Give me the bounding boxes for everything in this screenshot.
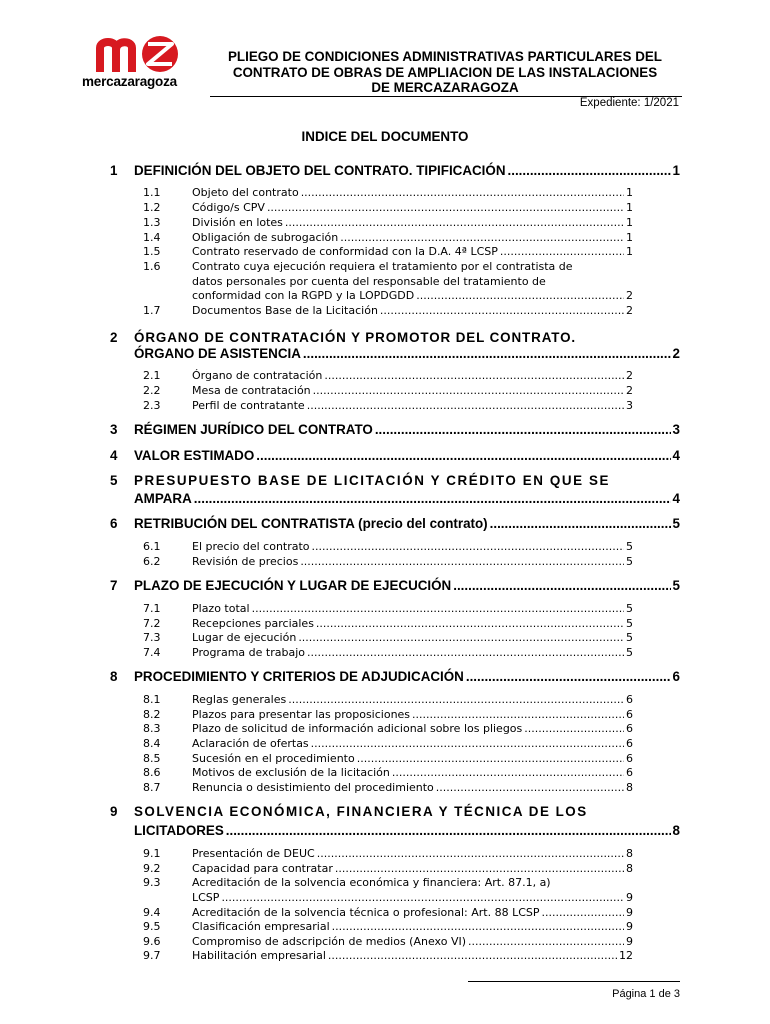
- toc-leader: [252, 602, 624, 615]
- toc-entry-1-2[interactable]: [143, 201, 633, 214]
- toc-leader: [256, 448, 670, 463]
- toc-page: 5: [672, 578, 680, 593]
- toc-leader: [542, 906, 624, 919]
- toc-entry-2-1[interactable]: [143, 369, 633, 382]
- toc-leader: [285, 216, 624, 229]
- toc-page: 9: [626, 920, 633, 933]
- toc-text-line-1: Acreditación de la solvencia económica y financiera: Art. 87.1, a): [192, 876, 551, 889]
- toc-text: Aclaración de ofertas: [192, 737, 309, 750]
- toc-text: Programa de trabajo: [192, 646, 305, 659]
- toc-page: 8: [672, 823, 680, 838]
- title-line-1: PLIEGO DE CONDICIONES ADMINISTRATIVAS PARTICULARES DEL: [228, 49, 662, 64]
- toc-entry-1-1[interactable]: [143, 186, 633, 199]
- title-line-3: DE MERCAZARAGOZA: [371, 80, 519, 95]
- toc-entry-9-3-end[interactable]: [192, 891, 633, 904]
- toc-text-line-1: Contrato cuya ejecución requiera el tratamiento por el contratista de: [192, 260, 573, 273]
- toc-page: 9: [626, 906, 633, 919]
- toc-entry-1-6[interactable]: [143, 260, 633, 273]
- index-title: INDICE DEL DOCUMENTO: [301, 129, 469, 144]
- toc-number: 9.6: [143, 935, 161, 948]
- toc-leader: [194, 491, 671, 506]
- toc-text: Revisión de precios: [192, 555, 299, 568]
- toc-entry-8-7[interactable]: [143, 781, 633, 794]
- toc-leader: [380, 304, 624, 317]
- toc-leader: [508, 163, 671, 178]
- toc-entry-1[interactable]: [110, 163, 680, 178]
- toc-entry-8-2[interactable]: [143, 708, 633, 721]
- toc-page: 12: [619, 949, 633, 962]
- toc-number: 8.2: [143, 708, 161, 721]
- toc-number: 9: [110, 804, 118, 819]
- toc-number: 9.4: [143, 906, 161, 919]
- toc-page: 8: [626, 781, 633, 794]
- toc-page: 5: [626, 631, 633, 644]
- toc-entry-5[interactable]: [110, 473, 680, 488]
- toc-entry-1-3[interactable]: [143, 216, 633, 229]
- toc-text: AMPARA: [134, 491, 192, 506]
- toc-entry-9-1[interactable]: [143, 847, 633, 860]
- toc-leader: [303, 346, 671, 361]
- toc-text: Recepciones parciales: [192, 617, 314, 630]
- toc-entry-9-5[interactable]: [143, 920, 633, 933]
- toc-entry-2-end[interactable]: [134, 346, 680, 361]
- toc-page: 2: [626, 384, 633, 397]
- toc-entry-1-5[interactable]: [143, 245, 633, 258]
- toc-leader: [317, 847, 624, 860]
- toc-text-line-1: ÓRGANO DE CONTRATACIÓN Y PROMOTOR DEL CONTRATO.: [134, 330, 577, 345]
- toc-leader: [312, 540, 624, 553]
- toc-text-line-1: SOLVENCIA ECONÓMICA, FINANCIERA Y TÉCNICA DE LOS: [134, 804, 588, 819]
- toc-leader: [301, 186, 624, 199]
- toc-page: 6: [626, 766, 633, 779]
- toc-entry-1-7[interactable]: [143, 304, 633, 317]
- toc-text: LCSP: [192, 891, 220, 904]
- toc-text: Perfil de contratante: [192, 399, 305, 412]
- toc-entry-9-4[interactable]: [143, 906, 633, 919]
- toc-page: 6: [626, 708, 633, 721]
- toc-page: 1: [626, 201, 633, 214]
- toc-number: 9.5: [143, 920, 161, 933]
- toc-text: RÉGIMEN JURÍDICO DEL CONTRATO: [134, 422, 373, 437]
- toc-text: Clasificación empresarial: [192, 920, 330, 933]
- toc-entry-9-7[interactable]: [143, 949, 633, 962]
- toc-entry-6[interactable]: [110, 516, 680, 531]
- toc-text: Presentación de DEUC: [192, 847, 315, 860]
- toc-number: 5: [110, 473, 118, 488]
- toc-number: 9.2: [143, 862, 161, 875]
- toc-entry-9-3[interactable]: [143, 876, 633, 889]
- toc-page: 9: [626, 935, 633, 948]
- toc-text-line-1: PRESUPUESTO BASE DE LICITACIÓN Y CRÉDITO EN QUE SE: [134, 473, 611, 488]
- toc-leader: [412, 708, 624, 721]
- toc-page: 2: [626, 304, 633, 317]
- toc-leader: [468, 935, 624, 948]
- toc-entry-8[interactable]: [110, 669, 680, 684]
- toc-text: Plazo total: [192, 602, 250, 615]
- toc-number: 9.1: [143, 847, 161, 860]
- toc-page: 1: [626, 245, 633, 258]
- toc-leader: [307, 399, 624, 412]
- toc-page: 5: [626, 540, 633, 553]
- toc-number: 4: [110, 448, 118, 463]
- toc-leader: [392, 766, 624, 779]
- toc-text: Documentos Base de la Licitación: [192, 304, 378, 317]
- toc-number: 1.2: [143, 201, 161, 214]
- toc-page: 2: [626, 289, 633, 302]
- toc-number: 7.3: [143, 631, 161, 644]
- toc-number: 9.7: [143, 949, 161, 962]
- toc-page: 5: [626, 555, 633, 568]
- toc-leader: [298, 631, 624, 644]
- toc-text: Renuncia o desistimiento del procedimiento: [192, 781, 434, 794]
- toc-leader: [267, 201, 624, 214]
- toc-page: 6: [626, 722, 633, 735]
- toc-text: Obligación de subrogación: [192, 231, 339, 244]
- toc-entry-9-6[interactable]: [143, 935, 633, 948]
- toc-entry-8-3[interactable]: [143, 722, 633, 735]
- toc-number: 8.1: [143, 693, 161, 706]
- toc-leader: [500, 245, 624, 258]
- toc-number: 8: [110, 669, 118, 684]
- toc-entry-3[interactable]: [110, 422, 680, 437]
- toc-entry-2[interactable]: [110, 330, 680, 345]
- toc-number: 2.3: [143, 399, 161, 412]
- page-number: Página 1 de 3: [612, 988, 680, 1000]
- footer-divider: [468, 981, 680, 982]
- toc-text: LICITADORES: [134, 823, 224, 838]
- toc-entry-4[interactable]: [110, 448, 680, 463]
- toc-number: 8.7: [143, 781, 161, 794]
- toc-page: 1: [626, 231, 633, 244]
- toc-entry-7-3[interactable]: [143, 631, 633, 644]
- toc-entry-6-1[interactable]: [143, 540, 633, 553]
- toc-text: VALOR ESTIMADO: [134, 448, 255, 463]
- toc-text: Capacidad para contratar: [192, 862, 333, 875]
- toc-leader: [324, 369, 624, 382]
- toc-page: 8: [626, 862, 633, 875]
- toc-leader: [328, 949, 617, 962]
- toc-number: 1.3: [143, 216, 161, 229]
- toc-leader: [524, 722, 624, 735]
- toc-entry-9-2[interactable]: [143, 862, 633, 875]
- toc-number: 3: [110, 422, 118, 437]
- toc-text: Órgano de contratación: [192, 369, 323, 382]
- toc-text: Motivos de exclusión de la licitación: [192, 766, 390, 779]
- toc-text: Reglas generales: [192, 693, 287, 706]
- toc-page: 4: [672, 448, 680, 463]
- toc-text: RETRIBUCIÓN DEL CONTRATISTA (precio del contrato): [134, 516, 488, 531]
- toc-entry-2-2[interactable]: [143, 384, 633, 397]
- toc-page: 6: [626, 693, 633, 706]
- toc-number: 8.5: [143, 752, 161, 765]
- toc-page: 5: [626, 617, 633, 630]
- toc-text: División en lotes: [192, 216, 283, 229]
- toc-page: 5: [626, 646, 633, 659]
- toc-number: 6: [110, 516, 118, 531]
- toc-entry-1-4[interactable]: [143, 231, 633, 244]
- toc-text: Habilitación empresarial: [192, 949, 326, 962]
- toc-leader: [416, 289, 624, 302]
- toc-text: El precio del contrato: [192, 540, 310, 553]
- toc-number: 9.3: [143, 876, 161, 889]
- toc-text: DEFINICIÓN DEL OBJETO DEL CONTRATO. TIPIFICACIÓN: [134, 163, 506, 178]
- toc-page: 8: [626, 847, 633, 860]
- toc-text-line-2: datos personales por cuenta del responsable del tratamiento de: [192, 275, 546, 288]
- toc-number: 7: [110, 578, 118, 593]
- toc-text: Compromiso de adscripción de medios (Anexo VI): [192, 935, 467, 948]
- toc-text: Plazo de solicitud de información adicional sobre los pliegos: [192, 722, 523, 735]
- toc-leader: [375, 422, 671, 437]
- toc-page: 6: [626, 752, 633, 765]
- toc-number: 2.1: [143, 369, 161, 382]
- toc-page: 1: [626, 216, 633, 229]
- toc-page: 2: [672, 346, 680, 361]
- toc-leader: [340, 231, 624, 244]
- toc-number: 7.4: [143, 646, 161, 659]
- toc-leader: [307, 646, 624, 659]
- toc-number: 7.2: [143, 617, 161, 630]
- toc-entry-9-end[interactable]: [134, 823, 680, 838]
- toc-page: 3: [626, 399, 633, 412]
- toc-page: 1: [672, 163, 680, 178]
- toc-text: PLAZO DE EJECUCIÓN Y LUGAR DE EJECUCIÓN: [134, 578, 452, 593]
- toc-page: 5: [672, 516, 680, 531]
- toc-text: conformidad con la RGPD y la LOPDGDD: [192, 289, 415, 302]
- toc-page: 5: [626, 602, 633, 615]
- title-line-2: CONTRATO DE OBRAS DE AMPLIACION DE LAS INSTALACIONES: [232, 64, 658, 80]
- expediente-number: Expediente: 1/2021: [579, 97, 679, 109]
- toc-entry-9[interactable]: [110, 804, 680, 819]
- toc-page: 6: [626, 737, 633, 750]
- toc-page: 1: [626, 186, 633, 199]
- toc-text: ÓRGANO DE ASISTENCIA: [134, 346, 301, 361]
- toc-text: Objeto del contrato: [192, 186, 299, 199]
- toc-leader: [490, 516, 671, 531]
- toc-entry-1-6-line-2: [192, 275, 633, 288]
- toc-number: 8.4: [143, 737, 161, 750]
- toc-entry-8-6[interactable]: [143, 766, 633, 779]
- toc-number: 1: [110, 163, 118, 178]
- toc-text: Plazos para presentar las proposiciones: [192, 708, 411, 721]
- toc-entry-1-6-end[interactable]: [192, 289, 633, 302]
- toc-number: 1.5: [143, 245, 161, 258]
- toc-leader: [453, 578, 670, 593]
- toc-entry-8-4[interactable]: [143, 737, 633, 750]
- toc-text: Código/s CPV: [192, 201, 265, 214]
- toc-entry-8-5[interactable]: [143, 752, 633, 765]
- toc-leader: [300, 555, 624, 568]
- toc-number: 1.4: [143, 231, 161, 244]
- toc-entry-7-2[interactable]: [143, 617, 633, 630]
- toc-number: 8.3: [143, 722, 161, 735]
- toc-entry-7[interactable]: [110, 578, 680, 593]
- toc-entry-7-1[interactable]: [143, 602, 633, 615]
- toc-text: Contrato reservado de conformidad con la D.A. 4ª LCSP: [192, 245, 498, 258]
- toc-leader: [221, 891, 624, 904]
- toc-leader: [313, 384, 624, 397]
- toc-page: 4: [672, 491, 680, 506]
- toc-number: 2.2: [143, 384, 161, 397]
- toc-entry-6-2[interactable]: [143, 555, 633, 568]
- toc-page: 9: [626, 891, 633, 904]
- toc-page: 2: [626, 369, 633, 382]
- toc-text: Mesa de contratación: [192, 384, 311, 397]
- toc-entry-2-3[interactable]: [143, 399, 633, 412]
- toc-page: 6: [672, 669, 680, 684]
- toc-number: 1.7: [143, 304, 161, 317]
- toc-leader: [335, 862, 624, 875]
- toc-entry-8-1[interactable]: [143, 693, 633, 706]
- toc-leader: [436, 781, 624, 794]
- toc-number: 7.1: [143, 602, 161, 615]
- toc-number: 8.6: [143, 766, 161, 779]
- toc-entry-7-4[interactable]: [143, 646, 633, 659]
- toc-number: 6.2: [143, 555, 161, 568]
- toc-text: PROCEDIMIENTO Y CRITERIOS DE ADJUDICACIÓN: [134, 669, 464, 684]
- toc-page: 3: [672, 422, 680, 437]
- toc-leader: [357, 752, 624, 765]
- toc-number: 1.1: [143, 186, 161, 199]
- toc-leader: [311, 737, 624, 750]
- toc-entry-5-end[interactable]: [134, 491, 680, 506]
- toc-leader: [332, 920, 624, 933]
- toc-number: 2: [110, 330, 118, 345]
- toc-number: 6.1: [143, 540, 161, 553]
- toc-text: Lugar de ejecución: [192, 631, 297, 644]
- toc-leader: [466, 669, 671, 684]
- toc-text: Sucesión en el procedimiento: [192, 752, 355, 765]
- toc-text: Acreditación de la solvencia técnica o profesional: Art. 88 LCSP: [192, 906, 540, 919]
- logo-wordmark: mercazaragoza: [82, 74, 177, 89]
- toc-leader: [288, 693, 624, 706]
- toc-leader: [316, 617, 624, 630]
- toc-leader: [226, 823, 671, 838]
- toc-number: 1.6: [143, 260, 161, 273]
